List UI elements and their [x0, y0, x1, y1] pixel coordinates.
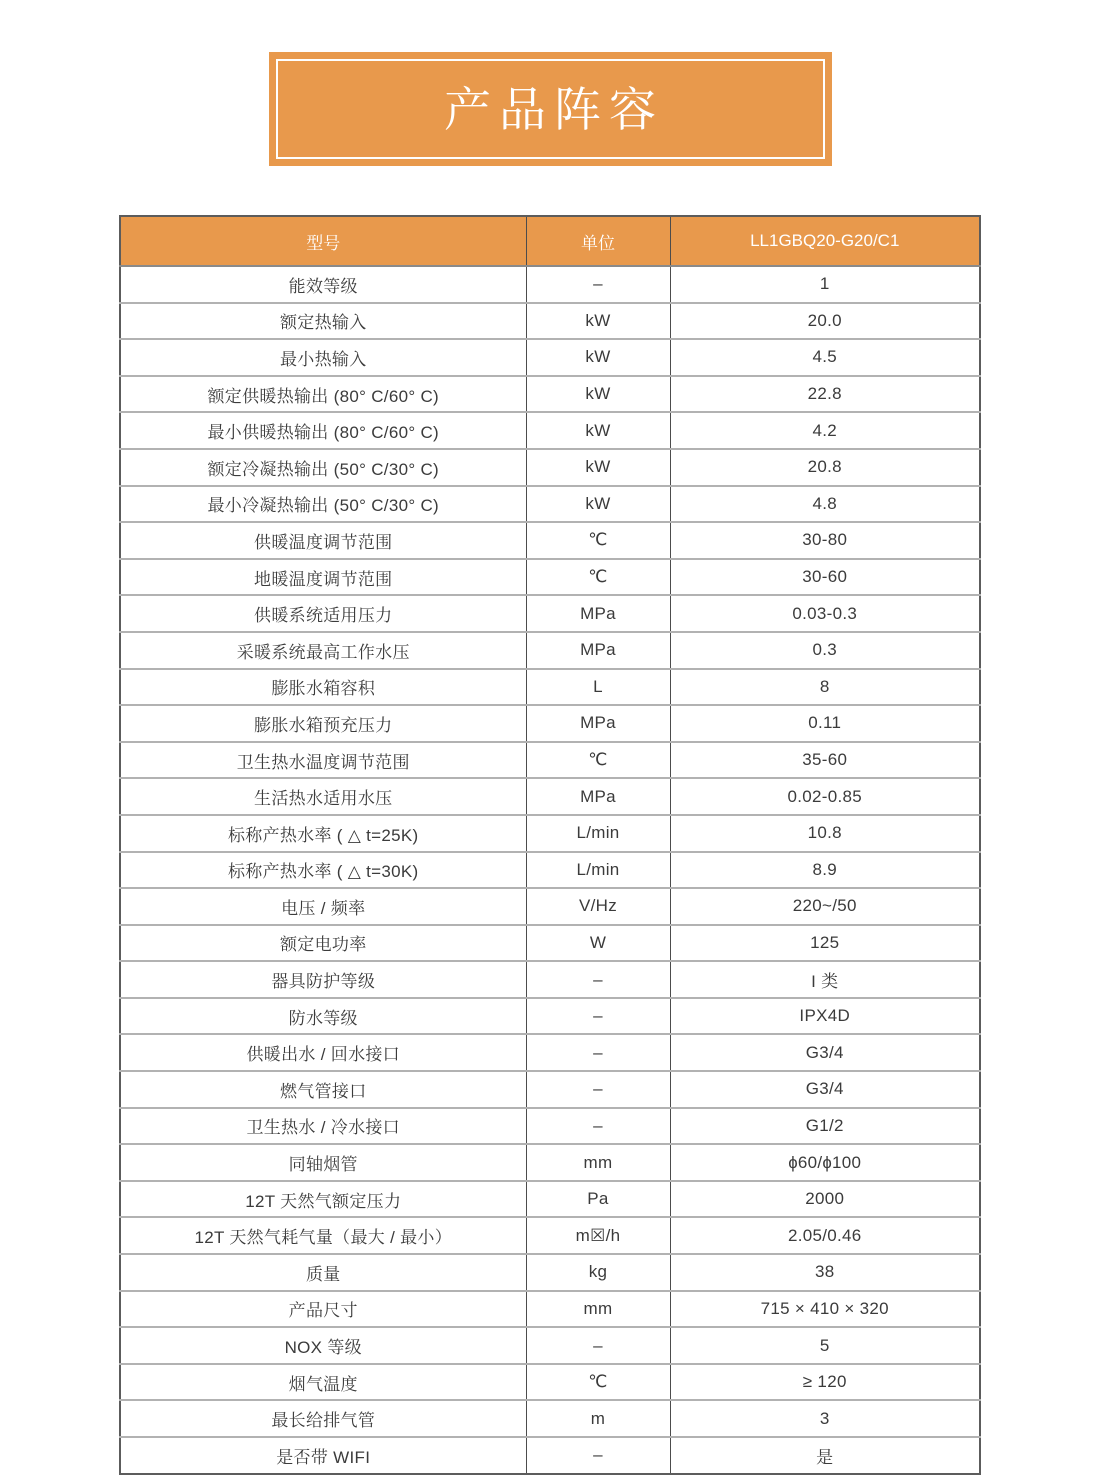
spec-label-cell: 卫生热水 / 冷水接口	[120, 1108, 526, 1145]
unit-cell: ℃	[526, 522, 670, 559]
value-cell: 4.5	[670, 339, 980, 376]
unit-cell: MPa	[526, 632, 670, 669]
table-row	[120, 266, 980, 303]
table-row	[120, 1181, 980, 1218]
spec-label-cell: 膨胀水箱容积	[120, 669, 526, 706]
table-row	[120, 925, 980, 962]
value-cell: 3	[670, 1400, 980, 1437]
value-cell: IPX4D	[670, 998, 980, 1035]
value-cell: ɸ60/ɸ100	[670, 1144, 980, 1181]
unit-cell: kW	[526, 303, 670, 340]
spec-label-cell: 最长给排气管	[120, 1400, 526, 1437]
table-row	[120, 412, 980, 449]
value-cell: 0.11	[670, 705, 980, 742]
unit-cell: mm	[526, 1144, 670, 1181]
table-row	[120, 1364, 980, 1401]
table-row	[120, 961, 980, 998]
table-row	[120, 1108, 980, 1145]
header-model-column: 型号	[120, 216, 526, 266]
table-row	[120, 339, 980, 376]
unit-cell: L/min	[526, 852, 670, 889]
unit-cell: V/Hz	[526, 888, 670, 925]
value-cell: 2.05/0.46	[670, 1217, 980, 1254]
table-row	[120, 1291, 980, 1328]
value-cell: 715 × 410 × 320	[670, 1291, 980, 1328]
spec-label-cell: 额定供暖热输出 (80° C/60° C)	[120, 376, 526, 413]
unit-cell: MPa	[526, 778, 670, 815]
spec-label-cell: 最小供暖热输出 (80° C/60° C)	[120, 412, 526, 449]
table-row	[120, 742, 980, 779]
unit-cell: –	[526, 1437, 670, 1474]
spec-label-cell: 额定热输入	[120, 303, 526, 340]
value-cell: I 类	[670, 961, 980, 998]
unit-cell: kW	[526, 376, 670, 413]
table-row	[120, 522, 980, 559]
table-row	[120, 632, 980, 669]
value-cell: 8	[670, 669, 980, 706]
table-row	[120, 1217, 980, 1254]
value-cell: 220~/50	[670, 888, 980, 925]
table-row	[120, 595, 980, 632]
value-cell: 30-80	[670, 522, 980, 559]
table-row	[120, 303, 980, 340]
spec-label-cell: 额定冷凝热输出 (50° C/30° C)	[120, 449, 526, 486]
table-row	[120, 778, 980, 815]
unit-cell: mm	[526, 1291, 670, 1328]
table-row	[120, 1327, 980, 1364]
value-cell: 1	[670, 266, 980, 303]
spec-label-cell: 地暖温度调节范围	[120, 559, 526, 596]
unit-cell: kW	[526, 412, 670, 449]
table-row	[120, 998, 980, 1035]
unit-cell: –	[526, 1071, 670, 1108]
value-cell: G3/4	[670, 1034, 980, 1071]
value-cell: 22.8	[670, 376, 980, 413]
spec-label-cell: 最小冷凝热输出 (50° C/30° C)	[120, 486, 526, 523]
spec-label-cell: 防水等级	[120, 998, 526, 1035]
unit-cell: ℃	[526, 742, 670, 779]
value-cell: 38	[670, 1254, 980, 1291]
value-cell: 30-60	[670, 559, 980, 596]
unit-cell: –	[526, 1108, 670, 1145]
spec-label-cell: NOX 等级	[120, 1327, 526, 1364]
spec-label-cell: 最小热输入	[120, 339, 526, 376]
unit-cell: –	[526, 998, 670, 1035]
value-cell: 10.8	[670, 815, 980, 852]
value-cell: G1/2	[670, 1108, 980, 1145]
table-row	[120, 888, 980, 925]
value-cell: 是	[670, 1437, 980, 1474]
spec-label-cell: 卫生热水温度调节范围	[120, 742, 526, 779]
spec-label-cell: 生活热水适用水压	[120, 778, 526, 815]
unit-cell: kW	[526, 486, 670, 523]
spec-label-cell: 标称产热水率 ( △ t=25K)	[120, 815, 526, 852]
value-cell: 5	[670, 1327, 980, 1364]
header-unit-column: 单位	[526, 216, 670, 266]
spec-label-cell: 12T 天然气额定压力	[120, 1181, 526, 1218]
spec-label-cell: 膨胀水箱预充压力	[120, 705, 526, 742]
unit-cell: kg	[526, 1254, 670, 1291]
spec-label-cell: 产品尺寸	[120, 1291, 526, 1328]
spec-label-cell: 同轴烟管	[120, 1144, 526, 1181]
value-cell: 8.9	[670, 852, 980, 889]
header-product-column: LL1GBQ20-G20/C1	[670, 216, 980, 266]
spec-label-cell: 供暖出水 / 回水接口	[120, 1034, 526, 1071]
unit-cell: L	[526, 669, 670, 706]
table-row	[120, 1071, 980, 1108]
table-header-row	[120, 216, 980, 266]
value-cell: 125	[670, 925, 980, 962]
value-cell: 20.0	[670, 303, 980, 340]
table-row	[120, 669, 980, 706]
table-row	[120, 1034, 980, 1071]
spec-label-cell: 供暖系统适用压力	[120, 595, 526, 632]
value-cell: 4.8	[670, 486, 980, 523]
spec-label-cell: 质量	[120, 1254, 526, 1291]
unit-cell: Pa	[526, 1181, 670, 1218]
spec-label-cell: 标称产热水率 ( △ t=30K)	[120, 852, 526, 889]
value-cell: 35-60	[670, 742, 980, 779]
table-row	[120, 1144, 980, 1181]
table-row	[120, 815, 980, 852]
value-cell: 0.3	[670, 632, 980, 669]
value-cell: 2000	[670, 1181, 980, 1218]
unit-cell: –	[526, 1327, 670, 1364]
unit-cell: m	[526, 1400, 670, 1437]
unit-cell: ℃	[526, 1364, 670, 1401]
table-row	[120, 376, 980, 413]
table-row	[120, 1437, 980, 1474]
table-row	[120, 705, 980, 742]
unit-cell: –	[526, 1034, 670, 1071]
table-row	[120, 559, 980, 596]
banner-inner-border	[276, 59, 825, 159]
value-cell: 0.03-0.3	[670, 595, 980, 632]
spec-label-cell: 烟气温度	[120, 1364, 526, 1401]
unit-cell: kW	[526, 449, 670, 486]
unit-cell: –	[526, 961, 670, 998]
table-row	[120, 486, 980, 523]
unit-cell: MPa	[526, 595, 670, 632]
spec-label-cell: 电压 / 频率	[120, 888, 526, 925]
table-row	[120, 449, 980, 486]
value-cell: 4.2	[670, 412, 980, 449]
spec-label-cell: 供暖温度调节范围	[120, 522, 526, 559]
value-cell: G3/4	[670, 1071, 980, 1108]
product-spec-table	[119, 215, 981, 1475]
spec-label-cell: 额定电功率	[120, 925, 526, 962]
spec-label-cell: 12T 天然气耗气量（最大 / 最小）	[120, 1217, 526, 1254]
unit-cell: MPa	[526, 705, 670, 742]
value-cell: ≥ 120	[670, 1364, 980, 1401]
spec-label-cell: 能效等级	[120, 266, 526, 303]
spec-label-cell: 器具防护等级	[120, 961, 526, 998]
unit-cell: kW	[526, 339, 670, 376]
unit-cell: m☒/h	[526, 1217, 670, 1254]
page-title: 产品阵容	[444, 82, 664, 136]
table-row	[120, 852, 980, 889]
spec-label-cell: 是否带 WIFI	[120, 1437, 526, 1474]
spec-label-cell: 燃气管接口	[120, 1071, 526, 1108]
value-cell: 0.02-0.85	[670, 778, 980, 815]
table-row	[120, 1254, 980, 1291]
unit-cell: L/min	[526, 815, 670, 852]
unit-cell: –	[526, 266, 670, 303]
unit-cell: W	[526, 925, 670, 962]
value-cell: 20.8	[670, 449, 980, 486]
unit-cell: ℃	[526, 559, 670, 596]
spec-label-cell: 采暖系统最高工作水压	[120, 632, 526, 669]
section-banner	[269, 52, 832, 166]
spec-table-body	[120, 266, 980, 1474]
